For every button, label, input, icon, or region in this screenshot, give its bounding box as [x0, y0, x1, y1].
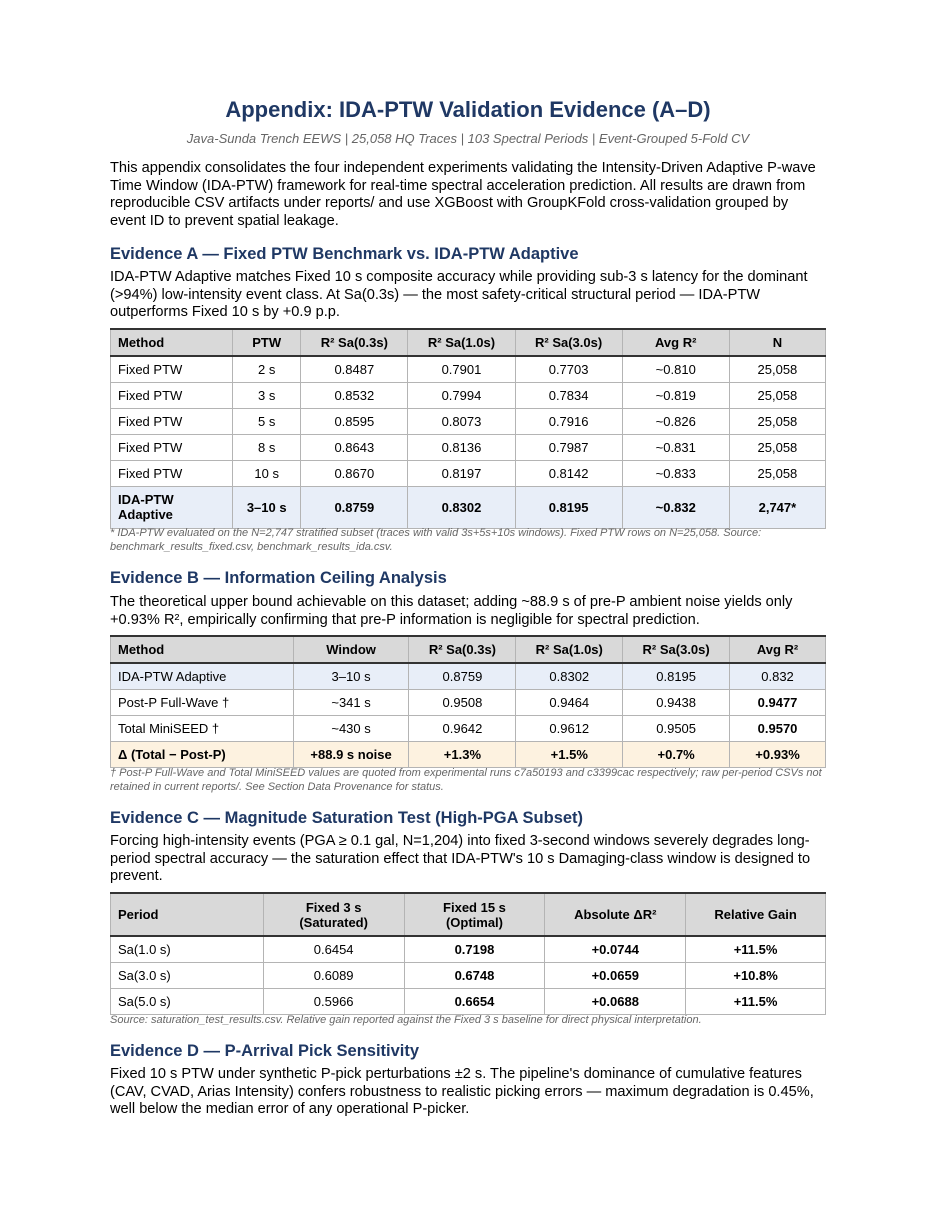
evidence-a-text: IDA-PTW Adaptive matches Fixed 10 s composite accuracy while providing sub-3 s latency for the dominant (>94%) low-intensity event class. At Sa(0.3s) — the most safety-critical structural period — IDA-PTW outperforms Fixed 10 s by +0.9 p.p.: [110, 269, 808, 321]
table-cell: 0.8759: [301, 486, 408, 528]
table-cell: 0.8195: [515, 486, 622, 528]
table-row: [111, 988, 826, 1014]
table-cell: 5 s: [233, 408, 301, 434]
table-row: [111, 962, 826, 988]
column-header: [263, 893, 404, 936]
table-cell: 0.6089: [263, 962, 404, 988]
table-row-delta: [111, 741, 826, 767]
table-cell: 0.9464: [516, 689, 623, 715]
table-cell: +0.0688: [545, 988, 686, 1014]
column-header: Method: [111, 329, 233, 356]
evidence-c-heading: Evidence C — Magnitude Saturation Test (High-PGA Subset): [110, 809, 584, 827]
table-cell: 0.8532: [301, 382, 408, 408]
table-header-row: [111, 893, 826, 936]
table-cell: ~0.832: [622, 486, 729, 528]
table-row-highlight: [111, 486, 826, 528]
table-cell: 0.8595: [301, 408, 408, 434]
table-cell: Total MiniSEED †: [111, 715, 294, 741]
table-cell: 0.8302: [516, 663, 623, 689]
table-cell: +0.7%: [623, 741, 730, 767]
table-cell: 0.9570: [730, 715, 826, 741]
table-cell: ~0.831: [622, 434, 729, 460]
table-cell: 0.9438: [623, 689, 730, 715]
table-cell: +1.3%: [409, 741, 516, 767]
table-row: [111, 936, 826, 962]
column-header-line: Fixed 15 s: [443, 899, 506, 915]
evidence-b-heading: Evidence B — Information Ceiling Analysis: [110, 569, 447, 587]
column-header: [404, 893, 545, 936]
evidence-b-table: [110, 635, 826, 768]
table-cell: 3–10 s: [233, 486, 301, 528]
column-header: R² Sa(0.3s): [409, 636, 516, 663]
table-cell: 0.8759: [409, 663, 516, 689]
table-cell: 8 s: [233, 434, 301, 460]
table-cell: +10.8%: [686, 962, 826, 988]
column-header: Relative Gain: [686, 893, 826, 936]
table-cell: 0.8487: [301, 356, 408, 382]
page-title: Appendix: IDA-PTW Validation Evidence (A–D): [225, 97, 711, 122]
evidence-c-footnote: Source: saturation_test_results.csv. Relative gain reported against the Fixed 3 s baseline for direct physical interpretation.: [110, 1014, 702, 1026]
column-header: PTW: [233, 329, 301, 356]
table-cell: 0.8670: [301, 460, 408, 486]
table-header-row: [111, 329, 826, 356]
table-row: [111, 408, 826, 434]
evidence-d-heading: Evidence D — P-Arrival Pick Sensitivity: [110, 1042, 420, 1060]
column-header-line: (Saturated): [299, 914, 368, 930]
table-cell: 0.8073: [408, 408, 515, 434]
table-row: [111, 356, 826, 382]
evidence-b-text: The theoretical upper bound achievable on this dataset; adding ~88.9 s of pre-P ambient noise yields only +0.93% R², empirically confirming that pre-P information is negligible for spectral prediction.: [110, 594, 793, 628]
table-cell: +11.5%: [686, 936, 826, 962]
table-cell: 0.8142: [515, 460, 622, 486]
table-cell: ~0.810: [622, 356, 729, 382]
table-cell: 0.6454: [263, 936, 404, 962]
evidence-b-footnote: † Post-P Full-Wave and Total MiniSEED values are quoted from experimental runs c7a50193 and c3399cac respectively; raw per-period CSVs not retained in current reports/. See Section Data Provenance for status.: [110, 767, 822, 793]
table-cell: 0.7994: [408, 382, 515, 408]
table-cell: 0.9505: [623, 715, 730, 741]
evidence-c-table: [110, 892, 826, 1015]
table-cell: 25,058: [729, 460, 825, 486]
table-cell: 25,058: [729, 434, 825, 460]
evidence-d-text: Fixed 10 s PTW under synthetic P-pick perturbations ±2 s. The pipeline's dominance of cumulative features (CAV, CVAD, Arias Intensity) confers robustness to realistic picking errors — maximum degradation is 0.45%, well below the median error of any operational P-picker.: [110, 1066, 814, 1118]
table-header-row: [111, 636, 826, 663]
table-cell: IDA-PTW Adaptive: [111, 486, 233, 528]
table-cell: 3–10 s: [293, 663, 409, 689]
table-cell: 25,058: [729, 408, 825, 434]
column-header: R² Sa(0.3s): [301, 329, 408, 356]
column-header: R² Sa(3.0s): [515, 329, 622, 356]
evidence-a-heading: Evidence A — Fixed PTW Benchmark vs. IDA-PTW Adaptive: [110, 245, 579, 263]
table-cell: Sa(1.0 s): [111, 936, 264, 962]
table-cell: 3 s: [233, 382, 301, 408]
table-cell: 0.9477: [730, 689, 826, 715]
table-row: [111, 382, 826, 408]
table-cell: ~0.833: [622, 460, 729, 486]
table-cell: Fixed PTW: [111, 434, 233, 460]
table-cell: Sa(3.0 s): [111, 962, 264, 988]
table-cell: ~341 s: [293, 689, 409, 715]
table-cell: Fixed PTW: [111, 460, 233, 486]
table-cell: 0.7987: [515, 434, 622, 460]
table-cell: Fixed PTW: [111, 408, 233, 434]
table-cell: 0.9642: [409, 715, 516, 741]
table-cell: +0.0744: [545, 936, 686, 962]
table-row: [111, 460, 826, 486]
column-header: R² Sa(1.0s): [408, 329, 515, 356]
column-header-line: (Optimal): [445, 914, 503, 930]
table-cell: +88.9 s noise: [293, 741, 409, 767]
table-cell: 0.9508: [409, 689, 516, 715]
table-cell: IDA-PTW Adaptive: [111, 663, 294, 689]
table-cell: 0.832: [730, 663, 826, 689]
table-cell: Sa(5.0 s): [111, 988, 264, 1014]
column-header: Avg R²: [622, 329, 729, 356]
column-header: R² Sa(1.0s): [516, 636, 623, 663]
table-cell: 0.9612: [516, 715, 623, 741]
table-cell: +0.0659: [545, 962, 686, 988]
table-cell: 0.7916: [515, 408, 622, 434]
table-cell: 0.8643: [301, 434, 408, 460]
column-header: R² Sa(3.0s): [623, 636, 730, 663]
table-cell: ~0.826: [622, 408, 729, 434]
intro-paragraph: This appendix consolidates the four independent experiments validating the Intensity-Driven Adaptive P-wave Time Window (IDA-PTW) framework for real-time spectral acceleration prediction. All results are drawn from reproducible CSV artifacts under reports/ and use XGBoost with GroupKFold cross-validation grouped by event ID to prevent spatial leakage.: [110, 160, 816, 230]
table-cell: Fixed PTW: [111, 382, 233, 408]
table-cell: ~430 s: [293, 715, 409, 741]
table-cell: 0.7901: [408, 356, 515, 382]
table-cell: 0.6748: [404, 962, 545, 988]
table-cell: ~0.819: [622, 382, 729, 408]
evidence-a-footnote: * IDA-PTW evaluated on the N=2,747 stratified subset (traces with valid 3s+5s+10s windows). Fixed PTW rows on N=25,058. Source: benchmark_results_fixed.csv, benchmark_results_ida.csv.: [110, 527, 762, 553]
evidence-a-table: [110, 328, 826, 529]
table-cell: 0.7703: [515, 356, 622, 382]
table-row: [111, 689, 826, 715]
table-cell: 0.8195: [623, 663, 730, 689]
table-cell: Δ (Total − Post-P): [111, 741, 294, 767]
table-cell: Fixed PTW: [111, 356, 233, 382]
table-cell: Post-P Full-Wave †: [111, 689, 294, 715]
table-row: [111, 434, 826, 460]
column-header: Absolute ΔR²: [545, 893, 686, 936]
table-cell: 0.8136: [408, 434, 515, 460]
column-header-line: Fixed 3 s: [305, 899, 362, 915]
table-row: [111, 715, 826, 741]
table-cell: 0.7198: [404, 936, 545, 962]
table-cell: +0.93%: [730, 741, 826, 767]
table-cell: 0.5966: [263, 988, 404, 1014]
column-header: Window: [293, 636, 409, 663]
page-subtitle: Java-Sunda Trench EEWS | 25,058 HQ Traces | 103 Spectral Periods | Event-Grouped 5-Fold CV: [186, 131, 750, 146]
table-cell: +11.5%: [686, 988, 826, 1014]
table-cell: 0.8197: [408, 460, 515, 486]
column-header: Avg R²: [730, 636, 826, 663]
table-cell: 2,747*: [729, 486, 825, 528]
table-row: [111, 663, 826, 689]
column-header: N: [729, 329, 825, 356]
column-header: Method: [111, 636, 294, 663]
column-header: Period: [111, 893, 264, 936]
table-cell: 25,058: [729, 356, 825, 382]
table-cell: 10 s: [233, 460, 301, 486]
table-cell: 0.7834: [515, 382, 622, 408]
table-cell: 2 s: [233, 356, 301, 382]
table-cell: 0.6654: [404, 988, 545, 1014]
table-cell: 0.8302: [408, 486, 515, 528]
table-cell: +1.5%: [516, 741, 623, 767]
table-cell: 25,058: [729, 382, 825, 408]
evidence-c-text: Forcing high-intensity events (PGA ≥ 0.1 gal, N=1,204) into fixed 3-second windows severely degrades long-period spectral accuracy — the saturation effect that IDA-PTW's 10 s Damaging-class window is designed to prevent.: [110, 833, 811, 885]
